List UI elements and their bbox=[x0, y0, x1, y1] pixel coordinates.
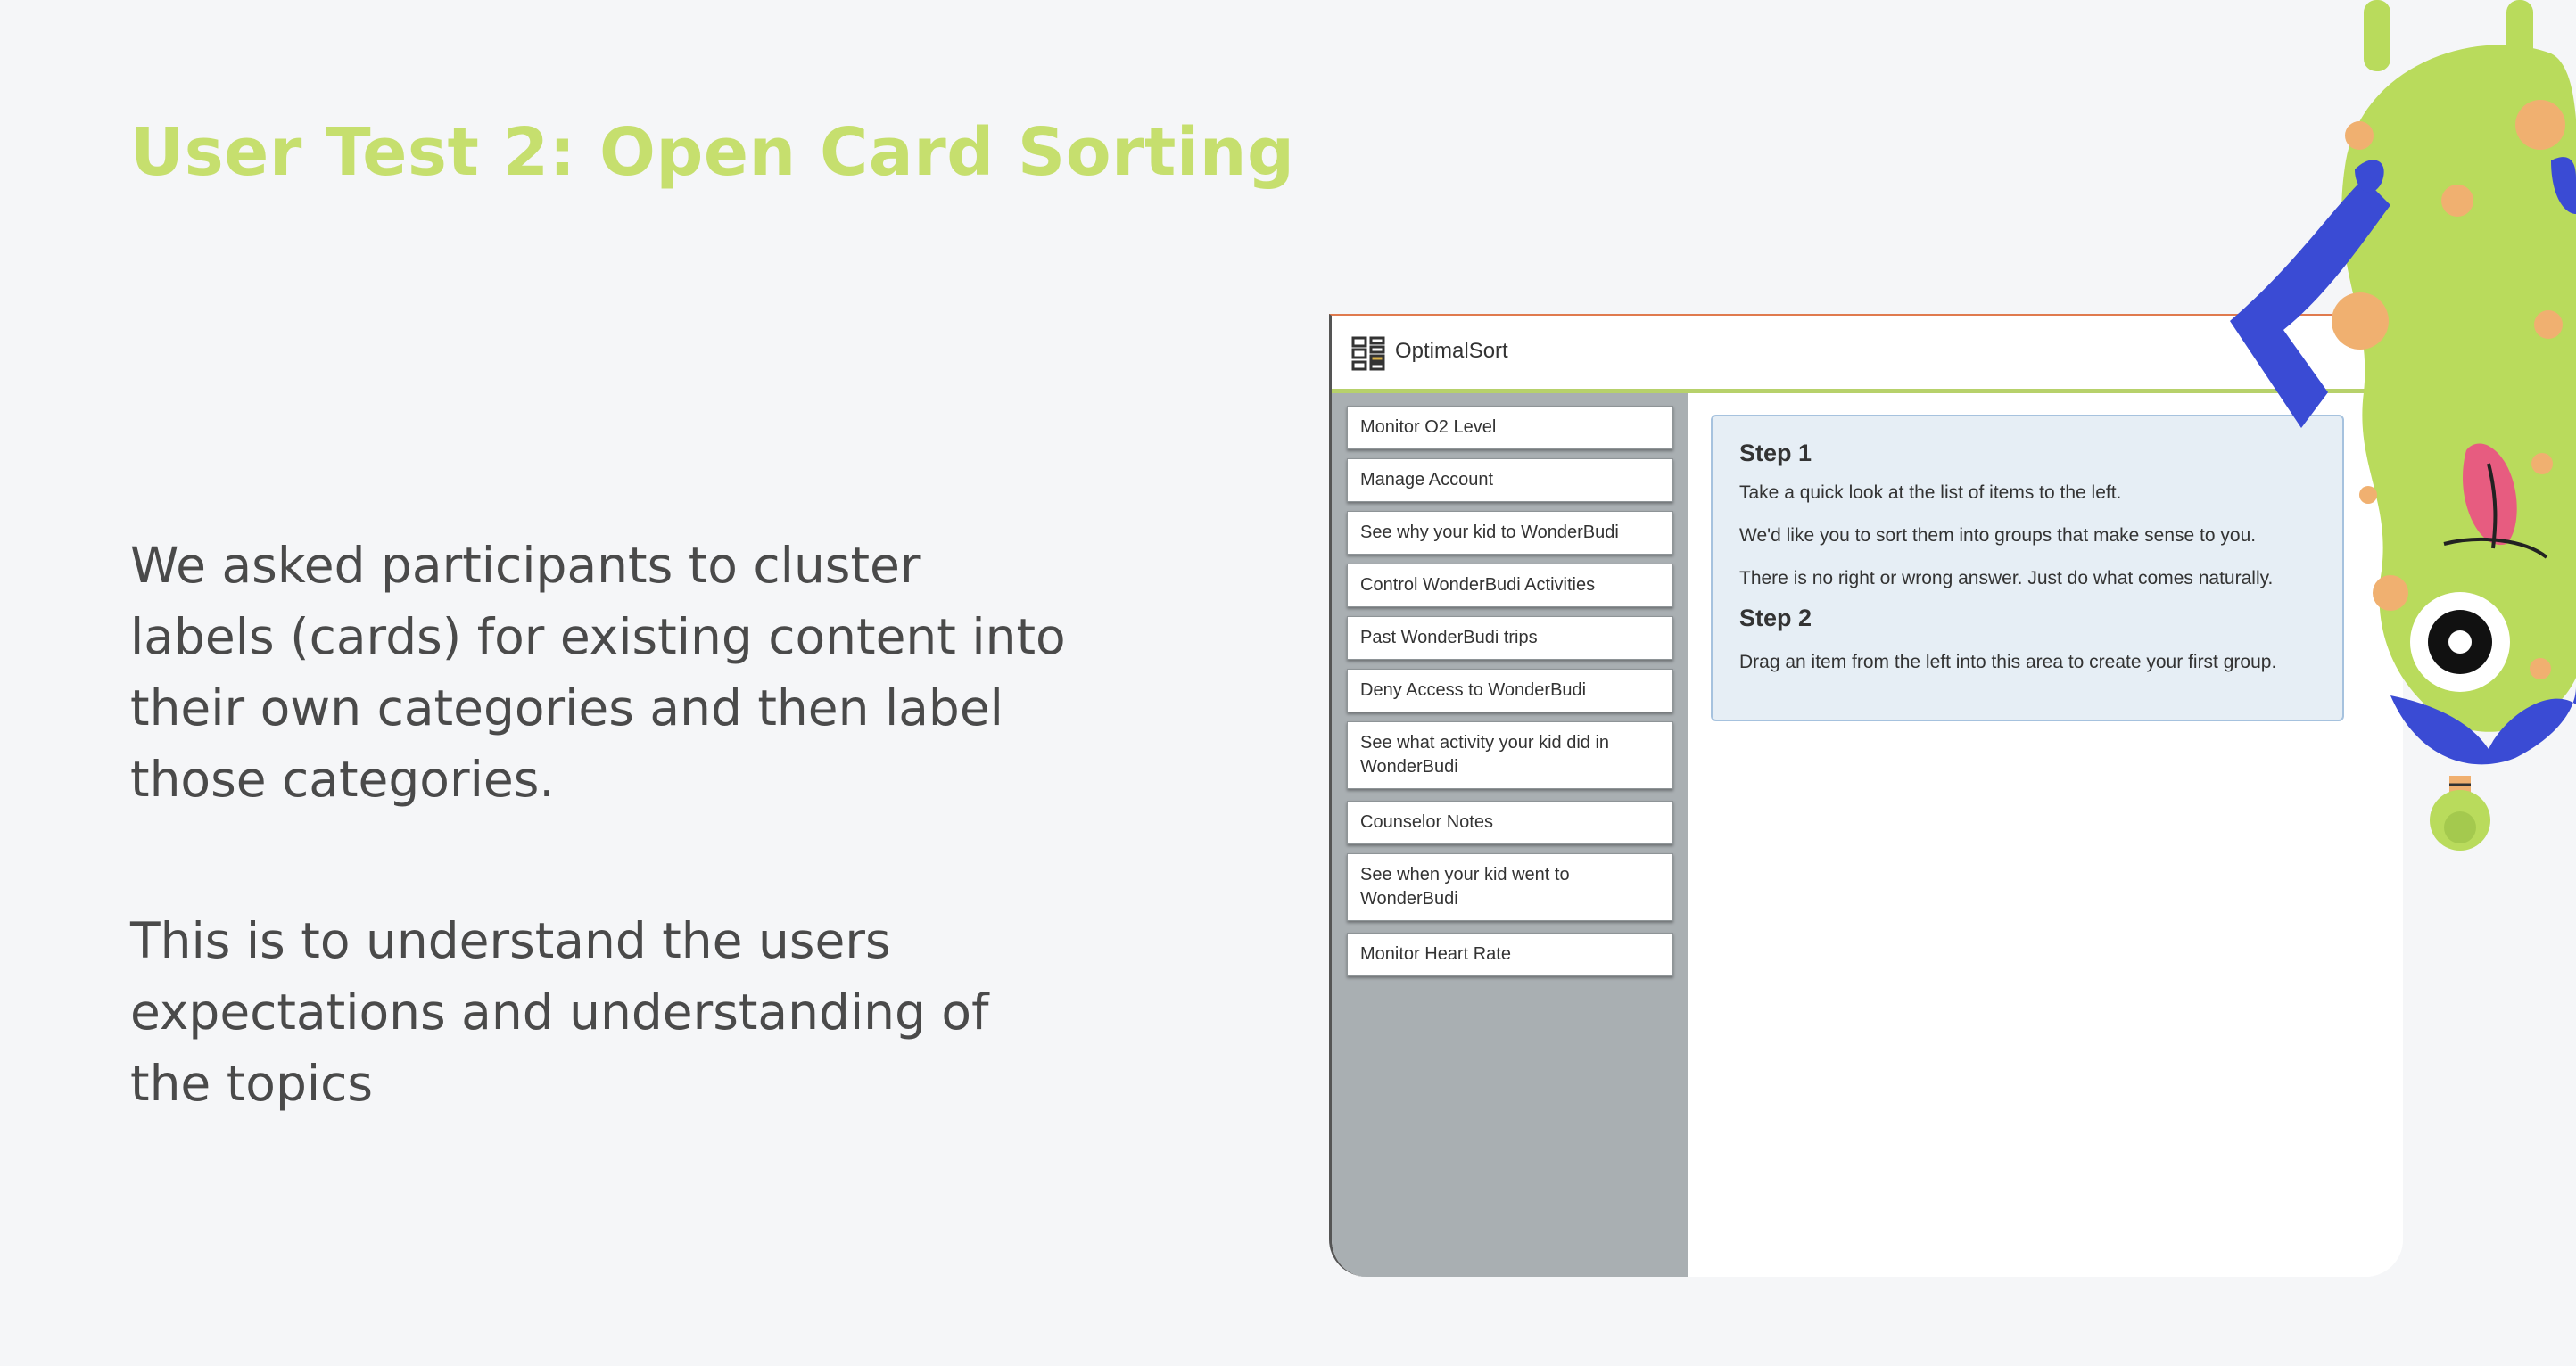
description-paragraph-1: We asked participants to cluster labels (cards) for existing content into their own categories and then label those categories. bbox=[130, 537, 1066, 808]
slide-title: User Test 2: Open Card Sorting bbox=[130, 114, 1295, 191]
card-item[interactable]: Counselor Notes bbox=[1347, 801, 1673, 844]
card-item[interactable]: See when your kid went to WonderBudi bbox=[1347, 853, 1673, 921]
card-item[interactable]: Deny Access to WonderBudi bbox=[1347, 669, 1673, 712]
step-1-line: Take a quick look at the list of items to the left. bbox=[1739, 482, 2122, 503]
card-item[interactable]: Control WonderBudi Activities bbox=[1347, 564, 1673, 607]
card-item[interactable]: Monitor O2 Level bbox=[1347, 406, 1673, 449]
card-item[interactable]: Monitor Heart Rate bbox=[1347, 933, 1673, 976]
card-item[interactable]: See what activity your kid did in WonderBudi bbox=[1347, 721, 1673, 789]
monster-mascot-illustration bbox=[2212, 0, 2576, 856]
card-item[interactable]: Manage Account bbox=[1347, 458, 1673, 502]
app-name: OptimalSort bbox=[1395, 339, 1508, 363]
optimalsort-logo-icon bbox=[1351, 335, 1387, 371]
card-list bbox=[1332, 393, 1688, 1277]
step-2-line: Drag an item from the left into this area to create your first group. bbox=[1739, 652, 2277, 672]
description-paragraph-2: This is to understand the users expectations and understanding of the topics bbox=[130, 912, 989, 1112]
card-item[interactable]: See why your kid to WonderBudi bbox=[1347, 511, 1673, 555]
step-1-title: Step 1 bbox=[1739, 440, 1812, 466]
step-1-line: There is no right or wrong answer. Just do what comes naturally. bbox=[1739, 568, 2274, 588]
card-item[interactable]: Past WonderBudi trips bbox=[1347, 616, 1673, 660]
step-2-title: Step 2 bbox=[1739, 605, 1812, 631]
step-1-line: We'd like you to sort them into groups that make sense to you. bbox=[1739, 525, 2257, 546]
